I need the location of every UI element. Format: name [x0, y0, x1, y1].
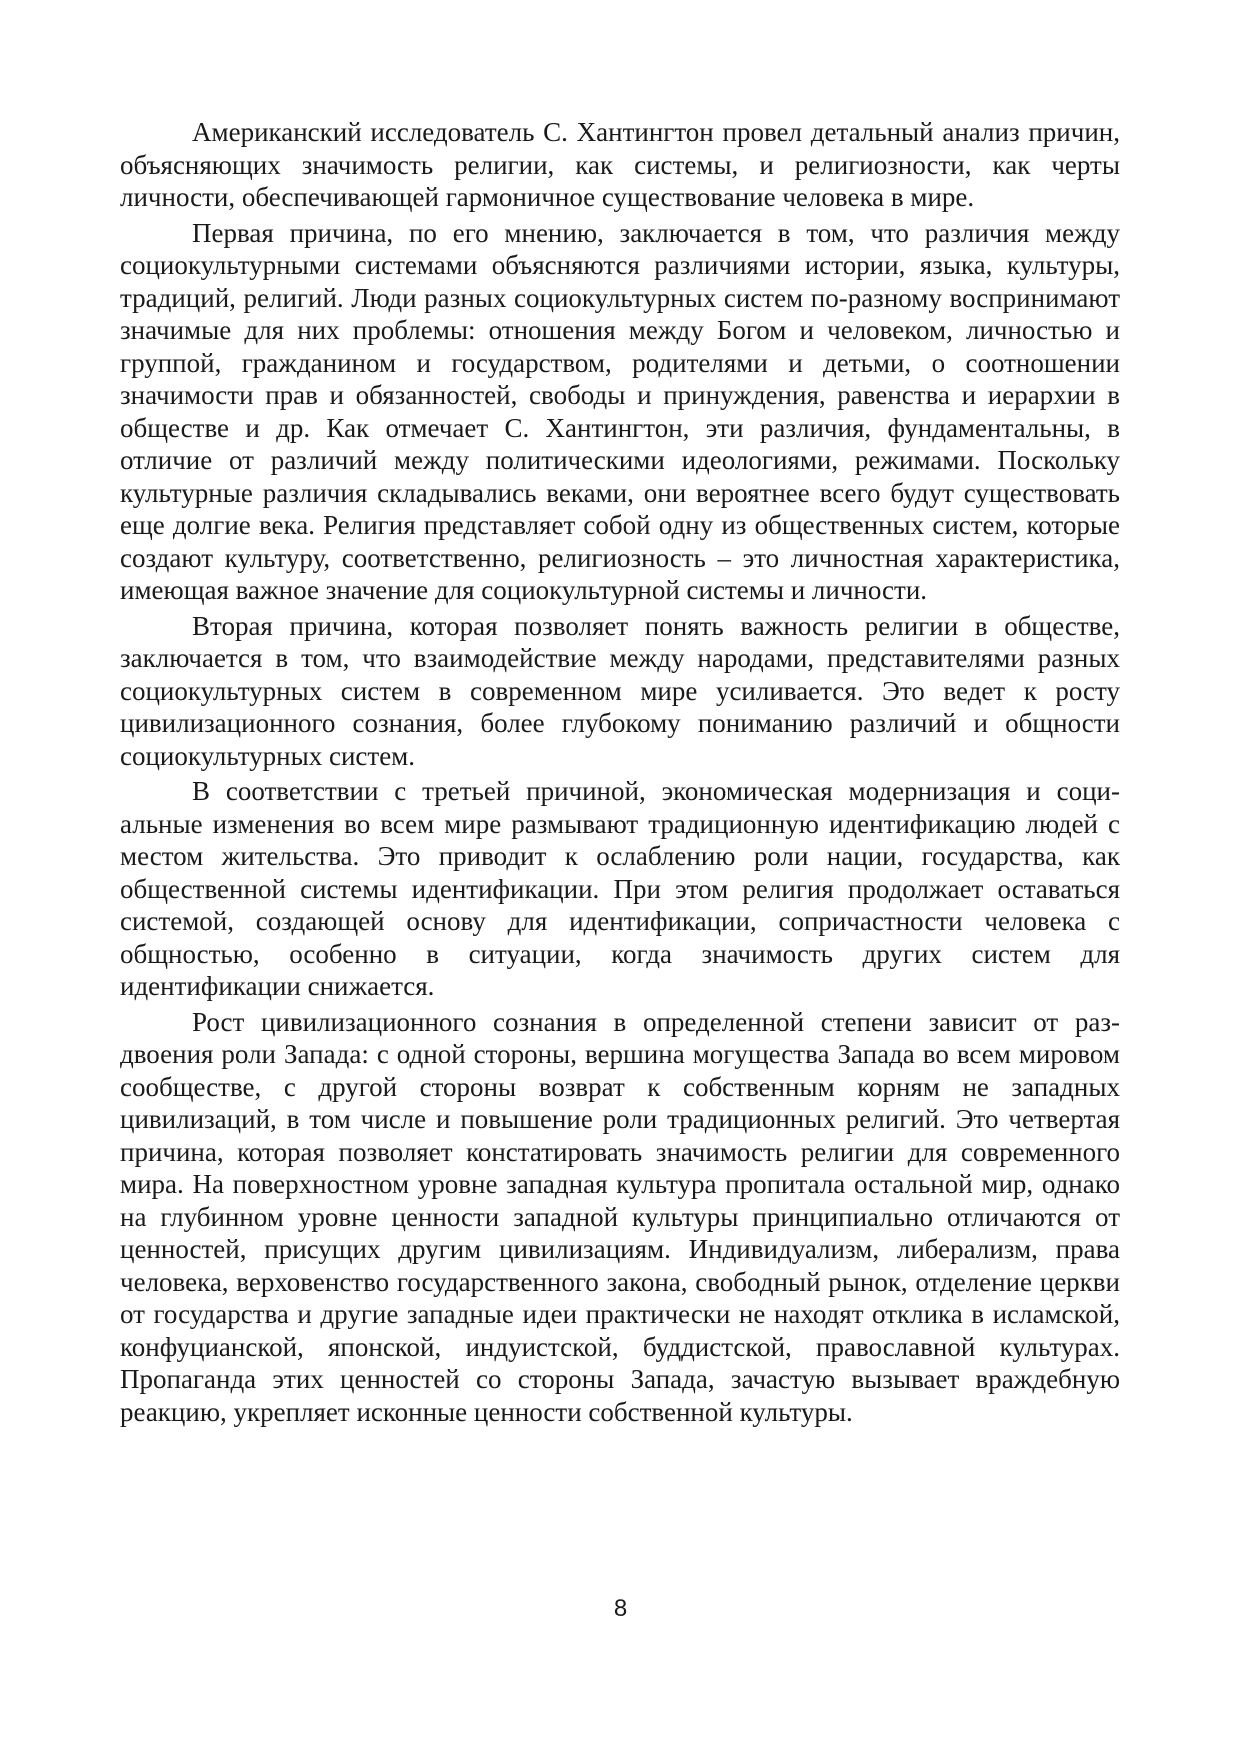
body-text [120, 116, 1120, 1428]
page-number: 8 [613, 1595, 628, 1622]
paragraph-4: В соответствии с третьей причиной, экономическая модернизация и социальные изменения во всем мире размывают традиционную идентификацию людей с местом жительства. Это приводит к ослаблению роли нации, государства, как общественной системы идентификации. При этом религия продолжает оставаться системой, создающей основу для идентификации, сопричастности человека с общностью, особенно в ситуации, когда значимость других систем для идентификации снижается. [120, 776, 1120, 1001]
paragraph-2: Первая причина, по его мнению, заключается в том, что различия между социокультурными системами объясняются различиями истории, языка, культуры, традиций, религий. Люди разных социокультурных систем по-разному воспринимают значимые для них проблемы: отношения между Богом и человеком, личностью и группой, гражданином и государством, родителями и детьми, о соотношении значимости прав и обязанностей, свободы и принуждения, равенства и иерархии в обществе и др. Как отмечает С. Хантингтон, эти различия, фундаментальны, в отличие от различий между политическими идеологиями, режимами. Поскольку культурные различия складывались веками, они вероятнее всего будут существовать еще долгие века. Религия представляет собой одну из общественных систем, которые создают культуру, соответственно, религиозность – это личностная характеристика, имеющая важное значение для социокультурной системы и личности. [120, 217, 1120, 605]
paragraph-5: Рост цивилизационного сознания в определенной степени зависит от раздвоения роли Запада: с одной стороны, вершина могущества Запада во всем мировом сообществе, с другой стороны возврат к собственным корням не западных цивилизаций, в том числе и повышение роли традиционных религий. Это четвертая причина, которая позволяет констатировать значимость религии для современного мира. На поверхностном уровне западная культура пропитала остальной мир, однако на глубинном уровне ценности западной культуры принципиально отличаются от ценностей, присущих другим цивилизациям. Индивидуализм, либерализм, права человека, верховенство государственного закона, свободный рынок, отделение церкви от государства и другие западные идеи практически не находят отклика в исламской, конфуцианской, японской, индуистской, буддистской, православной культурах. Пропаганда этих ценностей со стороны Запада, зачастую вызывает враждебную реакцию, укрепляет исконные ценности собственной культуры. [120, 1006, 1120, 1427]
paragraph-3: Вторая причина, которая позволяет понять важность религии в обществе, заключается в том, что взаимодействие между народами, представителями разных социокультурных систем в современном мире усиливается. Это ведет к росту цивилизационного сознания, более глубокому пониманию различий и общности социокультурных систем. [120, 610, 1120, 771]
paragraph-1: Американский исследователь С. Хантингтон провел детальный анализ причин, объясняющих значимость религии, как системы, и религиозности, как черты личности, обеспечивающей гармоничное существование человека в мире. [120, 117, 1120, 212]
